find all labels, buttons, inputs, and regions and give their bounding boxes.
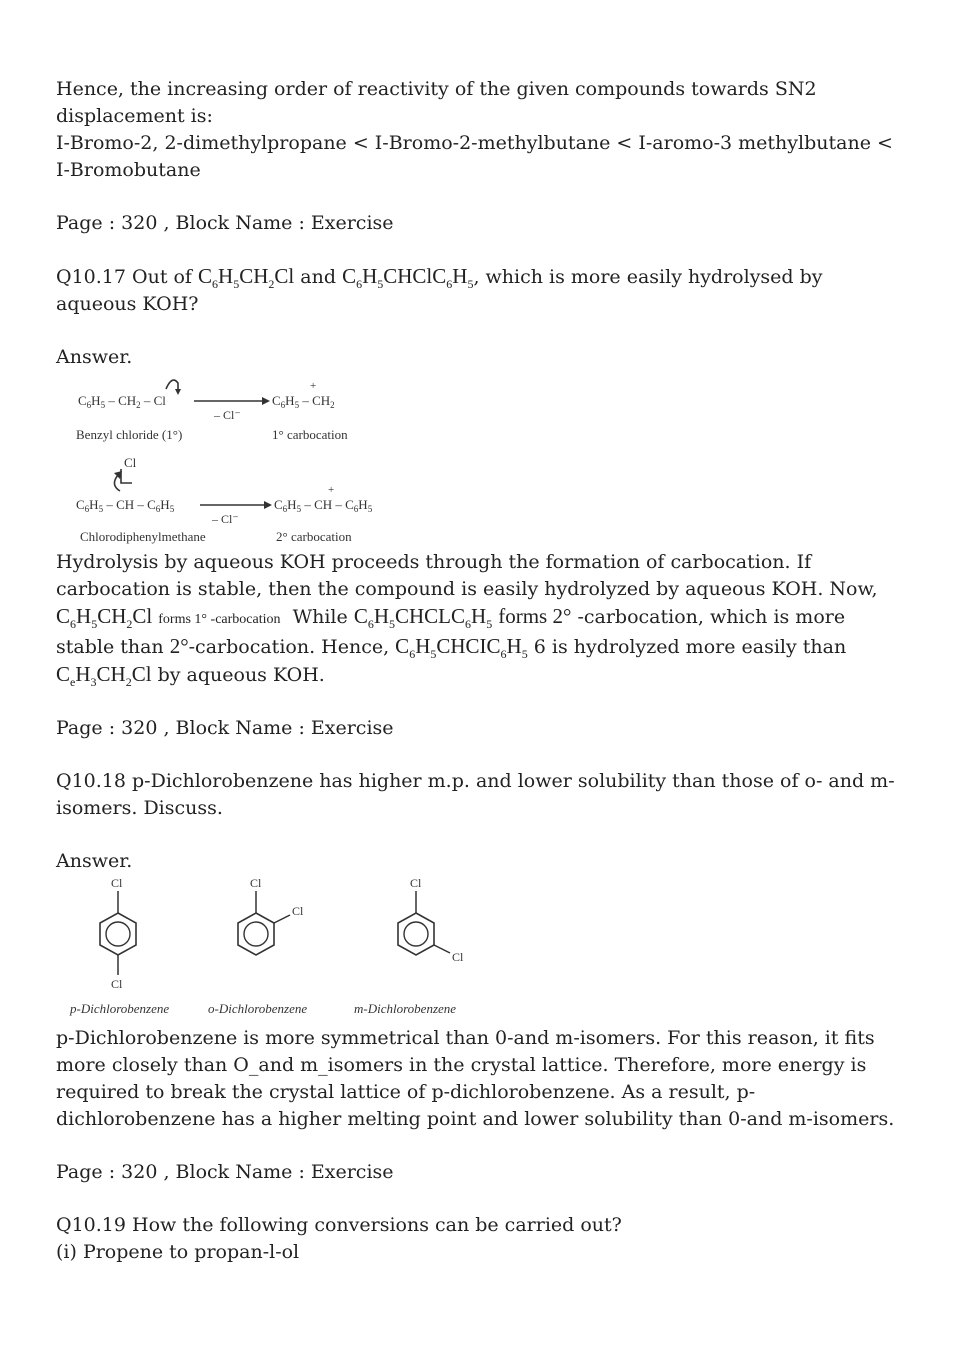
document-page: [56, 76, 906, 1266]
r2-product-name: 2° carbocation: [276, 529, 352, 544]
svg-text:p-Dichlorobenzene: p-Dichlorobenzene: [70, 1001, 170, 1016]
r2-reactant: $C_6H_5$ – CH – $C_6H_5$: [76, 497, 175, 514]
r2-product: $C_6H_5$ – CH – $C_6H_5$: [274, 497, 373, 514]
ortho-dichlorobenzene-structure: [208, 876, 307, 1016]
svg-text:Cl: Cl: [111, 876, 123, 890]
question-10-18: Q10.18 p-Dichlorobenzene has higher m.p. and lower solubility than those of o- and m-isomers. Discuss.: [56, 770, 895, 819]
q16-answer-order: I-Bromo-2, 2-dimethylpropane < I-Bromo-2-methylbutane < I-aromo-3 methylbutane < I-Bromobutane: [56, 132, 893, 181]
para-dichlorobenzene-structure: [69, 876, 169, 1016]
formula-benzyl-chloride: $C_6H_5CH_2Cl$: [198, 264, 295, 292]
q18-explanation: p-Dichlorobenzene is more symmetrical than 0-and m-isomers. For this reason, it fits more closely than O_and m_isomers in the crystal lattice. Therefore, more energy is required to break the crystal lattice of p-dichlorobenzene. As a result, p-dichlorobenzene has a higher melting point and lower solubility than 0-and m-isomers.: [56, 1027, 895, 1130]
svg-text:Cl: Cl: [111, 977, 123, 991]
svg-text:Cl: Cl: [124, 455, 137, 470]
r1-reactant: $C_6H_5 - CH_2$ – Cl: [78, 393, 166, 410]
reaction-2: [76, 455, 373, 544]
svg-text:Cl: Cl: [292, 904, 304, 918]
answer-label: Answer.: [56, 850, 133, 872]
question-10-17: Q10.17 Out of $C_6H_5CH_2Cl$ and $C_6H_5CHClC_6H_5$, which is more easily hydrolysed by aqueous KOH?: [56, 264, 823, 315]
reaction-1: [76, 380, 348, 442]
r2-reactant-name: Chlorodiphenylmethane: [80, 529, 206, 544]
svg-text:m-Dichlorobenzene: m-Dichlorobenzene: [354, 1001, 457, 1016]
question-10-19: Q10.19 How the following conversions can be carried out?: [56, 1214, 622, 1236]
page-reference: Page : 320 , Block Name : Exercise: [56, 212, 394, 234]
r2-condition: – Cl⁻: [212, 512, 239, 526]
svg-text:+: +: [310, 380, 317, 392]
q16-answer-intro: Hence, the increasing order of reactivity of the given compounds towards SN2 displacement is:: [56, 78, 817, 127]
r1-product-name: 1° carbocation: [272, 427, 348, 442]
dichlorobenzene-structures-figure: [68, 875, 498, 1017]
r1-reactant-name: Benzyl chloride (1°): [76, 427, 183, 442]
svg-text:Cl: Cl: [410, 876, 422, 890]
svg-text:o-Dichlorobenzene: o-Dichlorobenzene: [208, 1001, 308, 1016]
answer-label: Answer.: [56, 346, 133, 368]
svg-text:+: +: [328, 484, 335, 496]
svg-text:Cl: Cl: [250, 876, 262, 890]
r1-condition: – Cl⁻: [214, 408, 241, 422]
question-10-19-part-i: (i) Propene to propan-l-ol: [56, 1241, 300, 1263]
svg-text:Cl: Cl: [452, 950, 464, 964]
meta-dichlorobenzene-structure: [354, 876, 464, 1016]
page-reference: Page : 320 , Block Name : Exercise: [56, 1161, 394, 1183]
formula-chlorodiphenylmethane: $C_6H_5CHClC_6H_5$: [342, 264, 474, 292]
r1-product: $C_6H_5 - CH_2$: [272, 393, 335, 410]
page-reference: Page : 320 , Block Name : Exercise: [56, 717, 394, 739]
carbocation-scheme-figure: [74, 375, 434, 545]
q17-explanation: Hydrolysis by aqueous KOH proceeds through the formation of carbocation. If carbocation is stable, then the compound is easily hydrolyzed by aqueous KOH. Now, $C_6H_5CH_2Cl$ forms 1° -carbocation While $C_6H_5CHCLC_6H_5$ forms 2° -carbocation, which is more stable than 2°-carbocation. Hence, $C_6H_5CHCIC_6H_5$ 6 is hydrolyzed more easily than $C_eH_3CH_2Cl$ by aqueous KOH.: [56, 551, 878, 690]
